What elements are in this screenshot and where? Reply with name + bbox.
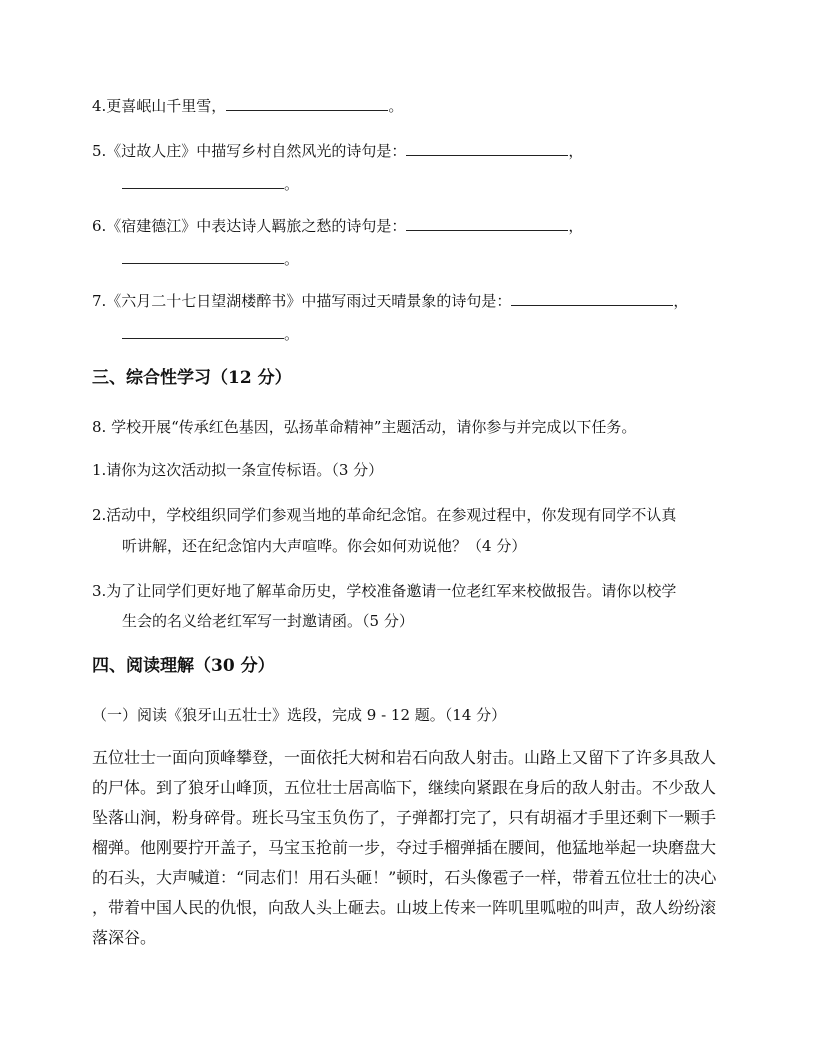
passage-line: 五位壮士一面向顶峰攀登，一面依托大树和岩石向敌人射击。山路上又留下了许多具敌人 [92,748,717,767]
question-6 [92,216,583,236]
question-7-line2 [122,324,299,344]
question-5-line2 [122,174,299,194]
question-7-mid: ， [673,292,689,310]
task-2-line2: 听讲解，还在纪念馆内大声喧哗。你会如何劝说他？（4 分） [122,537,527,555]
passage-line: 榴弹。他刚要拧开盖子，马宝玉抢前一步，夺过手榴弹插在腰间，他猛地举起一块磨盘大 [92,838,717,857]
answer-blank[interactable] [122,174,284,189]
task-3-line1: 3.为了让同学们更好地了解革命历史，学校准备邀请一位老红军来校做报告。请你以校学 [92,582,677,600]
answer-blank[interactable] [406,141,568,156]
answer-blank[interactable] [122,324,284,339]
question-6-end: 。 [284,250,300,268]
question-5-end: 。 [284,175,300,193]
question-4 [92,96,403,116]
question-4-end: 。 [388,97,404,115]
passage-line: 的尸体。到了狼牙山峰顶，五位壮士居高临下，继续向紧跟在身后的敌人射击。不少敌人 [92,778,717,797]
question-4-text: 4.更喜岷山千里雪， [92,97,227,115]
reading-subheading: （一）阅读《狼牙山五壮士》选段，完成 9 - 12 题。（14 分） [92,706,507,724]
question-7 [92,291,688,311]
answer-blank[interactable] [511,291,673,306]
question-5-text: 5.《过故人庄》中描写乡村自然风光的诗句是： [92,142,407,160]
passage [92,743,724,953]
passage-line: ，带着中国人民的仇恨，向敌人头上砸去。山坡上传来一阵叽里呱啦的叫声，敌人纷纷滚 [92,898,717,917]
question-7-text: 7.《六月二十七日望湖楼醉书》中描写雨过天晴景象的诗句是： [92,292,512,310]
passage-line: 落深谷。 [92,928,157,947]
passage-line: 的石头，大声喊道：“同志们！用石头砸！”顿时，石头像雹子一样，带着五位壮士的决心 [92,868,717,887]
question-5-mid: ， [568,142,584,160]
question-8: 8. 学校开展“传承红色基因，弘扬革命精神”主题活动，请你参与并完成以下任务。 [92,418,637,436]
answer-blank[interactable] [226,96,388,111]
question-6-text: 6.《宿建德江》中表达诗人羁旅之愁的诗句是： [92,217,407,235]
task-2-line1: 2.活动中，学校组织同学们参观当地的革命纪念馆。在参观过程中，你发现有同学不认真 [92,506,677,524]
section-3-heading: 三、综合性学习（12 分） [92,368,292,388]
task-1: 1.请你为这次活动拟一条宣传标语。（3 分） [92,461,384,479]
answer-blank[interactable] [406,216,568,231]
task-3-line2: 生会的名义给老红军写一封邀请函。（5 分） [122,612,414,630]
answer-blank[interactable] [122,249,284,264]
question-6-line2 [122,249,299,269]
question-6-mid: ， [568,217,584,235]
passage-line: 坠落山涧，粉身碎骨。班长马宝玉负伤了，子弹都打完了，只有胡福才手里还剩下一颗手 [92,808,717,827]
question-5 [92,141,583,161]
section-4-heading: 四、阅读理解（30 分） [92,656,275,676]
question-7-end: 。 [284,325,300,343]
